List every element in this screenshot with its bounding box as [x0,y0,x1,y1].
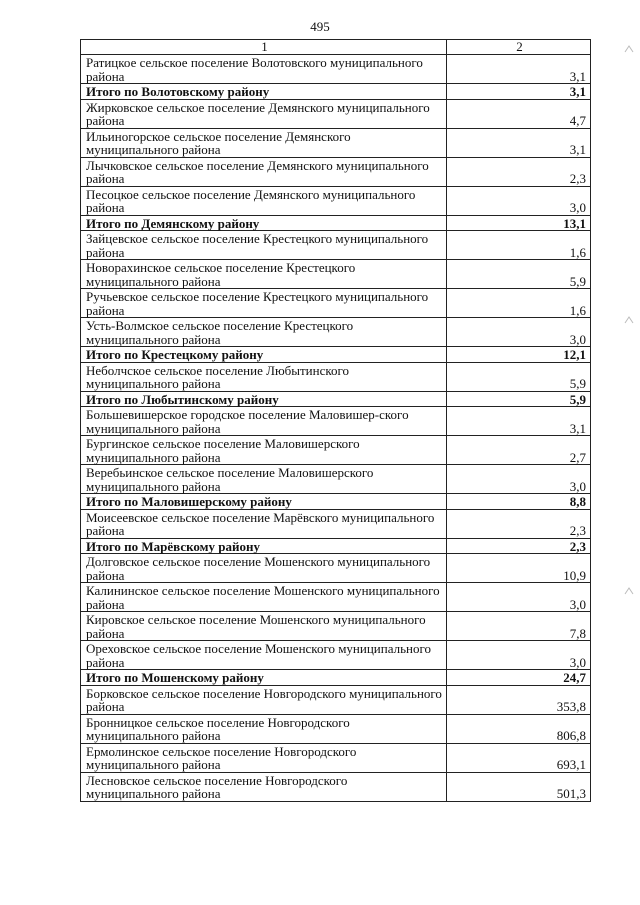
table-row [81,362,591,391]
column-header-1: 1 [81,40,447,55]
settlement-value: 353,8 [447,685,591,714]
total-row [81,670,591,686]
settlement-value: 1,6 [447,231,591,260]
settlement-name: Усть-Волмское сельское поселение Крестецкого муниципального района [81,318,447,347]
table-row [81,260,591,289]
table-row [81,407,591,436]
district-total-value: 24,7 [447,670,591,686]
table-row [81,289,591,318]
settlement-name: Ореховское сельское поселение Мошенского муниципального района [81,641,447,670]
total-row [81,347,591,363]
settlement-value: 2,3 [447,509,591,538]
table-row [81,612,591,641]
table-row [81,685,591,714]
settlement-value: 3,0 [447,186,591,215]
total-row [81,215,591,231]
settlement-name: Бургинское сельское поселение Маловишерского муниципального района [81,436,447,465]
settlement-name: Ермолинское сельское поселение Новгородского муниципального района [81,743,447,772]
scan-mark [624,44,634,54]
table-row [81,157,591,186]
district-total-value: 3,1 [447,84,591,100]
settlement-name: Ратицкое сельское поселение Волотовского муниципального района [81,55,447,84]
table-row [81,583,591,612]
table-row [81,99,591,128]
settlement-value: 2,3 [447,157,591,186]
district-total-value: 8,8 [447,494,591,510]
settlement-value: 3,1 [447,407,591,436]
total-row [81,494,591,510]
settlement-name: Борковское сельское поселение Новгородского муниципального района [81,685,447,714]
settlement-name: Лычковское сельское поселение Демянского муниципального района [81,157,447,186]
settlement-value: 7,8 [447,612,591,641]
district-total-value: 5,9 [447,391,591,407]
table-row [81,509,591,538]
table-row [81,128,591,157]
settlement-value: 5,9 [447,260,591,289]
settlement-table-container [80,39,590,802]
district-total-label: Итого по Мошенскому району [81,670,447,686]
table-row [81,743,591,772]
settlement-value: 1,6 [447,289,591,318]
settlement-value: 693,1 [447,743,591,772]
column-header-2: 2 [447,40,591,55]
settlement-name: Неболчское сельское поселение Любытинского муниципального района [81,362,447,391]
total-row [81,538,591,554]
district-total-label: Итого по Крестецкому району [81,347,447,363]
table-row [81,465,591,494]
settlement-name: Ильиногорское сельское поселение Демянского муниципального района [81,128,447,157]
table-row [81,186,591,215]
settlement-table [80,39,591,802]
district-total-label: Итого по Любытинскому району [81,391,447,407]
settlement-value: 3,1 [447,55,591,84]
settlement-value: 5,9 [447,362,591,391]
table-row [81,436,591,465]
table-header-row [81,40,591,55]
settlement-name: Моисеевское сельское поселение Марёвского муниципального района [81,509,447,538]
settlement-name: Долговское сельское поселение Мошенского муниципального района [81,554,447,583]
settlement-name: Веребьинское сельское поселение Маловишерского муниципального района [81,465,447,494]
table-row [81,714,591,743]
table-row [81,231,591,260]
settlement-value: 3,1 [447,128,591,157]
district-total-label: Итого по Маловишерскому району [81,494,447,510]
settlement-value: 3,0 [447,318,591,347]
settlement-value: 10,9 [447,554,591,583]
settlement-name: Лесновское сельское поселение Новгородского муниципального района [81,772,447,801]
district-total-value: 13,1 [447,215,591,231]
scan-mark [624,315,634,325]
district-total-value: 2,3 [447,538,591,554]
table-row [81,318,591,347]
settlement-name: Жирковское сельское поселение Демянского муниципального района [81,99,447,128]
settlement-value: 3,0 [447,583,591,612]
total-row [81,84,591,100]
settlement-name: Калининское сельское поселение Мошенского муниципального района [81,583,447,612]
settlement-name: Песоцкое сельское поселение Демянского муниципального района [81,186,447,215]
settlement-value: 2,7 [447,436,591,465]
settlement-name: Зайцевское сельское поселение Крестецкого муниципального района [81,231,447,260]
table-row [81,55,591,84]
settlement-value: 4,7 [447,99,591,128]
settlement-value: 806,8 [447,714,591,743]
settlement-name: Кировское сельское поселение Мошенского муниципального района [81,612,447,641]
settlement-name: Большевишерское городское поселение Маловишер-ского муниципального района [81,407,447,436]
settlement-name: Новорахинское сельское поселение Крестецкого муниципального района [81,260,447,289]
district-total-label: Итого по Волотовскому району [81,84,447,100]
page-number: 495 [310,19,330,34]
settlement-name: Бронницкое сельское поселение Новгородского муниципального района [81,714,447,743]
table-row [81,554,591,583]
settlement-value: 3,0 [447,641,591,670]
table-row [81,772,591,801]
settlement-value: 3,0 [447,465,591,494]
total-row [81,391,591,407]
scan-mark [624,586,634,596]
table-row [81,641,591,670]
district-total-label: Итого по Марёвскому району [81,538,447,554]
district-total-label: Итого по Демянскому району [81,215,447,231]
settlement-value: 501,3 [447,772,591,801]
settlement-name: Ручьевское сельское поселение Крестецкого муниципального района [81,289,447,318]
district-total-value: 12,1 [447,347,591,363]
